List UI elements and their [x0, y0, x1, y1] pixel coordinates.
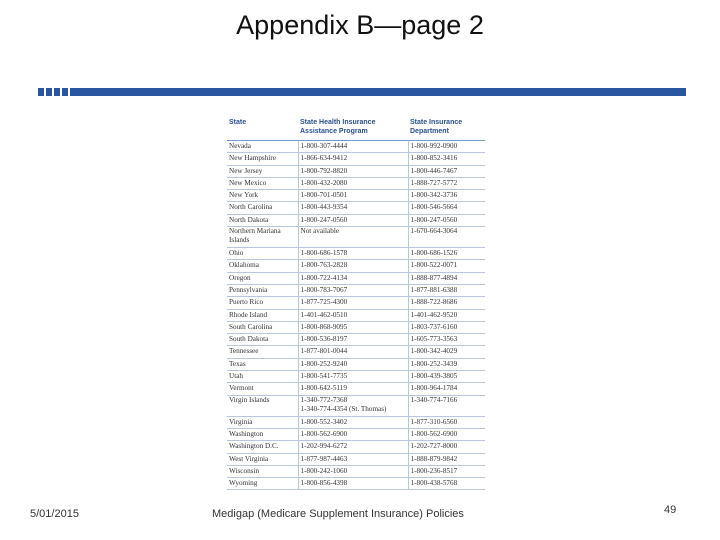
cell-state: Virginia [227, 416, 298, 428]
table-row [227, 416, 485, 428]
cell-ship-phone: 1-800-763-2828 [298, 260, 408, 272]
cell-dept-phone: 1-800-252-3439 [408, 358, 485, 370]
table-row [227, 202, 485, 214]
cell-dept-phone: 1-800-446-7467 [408, 165, 485, 177]
cell-state: Texas [227, 358, 298, 370]
cell-dept-phone: 1-888-877-4894 [408, 272, 485, 284]
page-title: Appendix B—page 2 [236, 10, 484, 40]
cell-ship-phone: 1-800-432-2080 [298, 177, 408, 189]
cell-ship-phone: 1-800-307-4444 [298, 141, 408, 153]
contacts-table-container [227, 116, 485, 490]
cell-state: Nevada [227, 141, 298, 153]
cell-state: South Dakota [227, 334, 298, 346]
cell-ship-phone: 1-877-725-4300 [298, 297, 408, 309]
table-row [227, 284, 485, 296]
table-header-row [227, 116, 485, 141]
header-insurance-dept: State Insurance Department [408, 116, 485, 141]
page-number: 49 [664, 504, 677, 516]
cell-dept-phone: 1-401-462-9520 [408, 309, 485, 321]
header-state: State [227, 116, 298, 141]
cell-dept-phone: 1-340-774-7166 [408, 395, 485, 416]
table-row [227, 260, 485, 272]
cell-dept-phone: 1-800-852-3416 [408, 153, 485, 165]
cell-ship-phone: 1-800-562-6900 [298, 428, 408, 440]
accent-divider [38, 88, 686, 96]
cell-dept-phone: 1-800-247-0560 [408, 214, 485, 226]
footer-date: 5/01/2015 [30, 508, 79, 520]
header-ship: State Health Insurance Assistance Program [298, 116, 408, 141]
cell-ship-phone: 1-866-634-9412 [298, 153, 408, 165]
cell-state: Rhode Island [227, 309, 298, 321]
table-row [227, 383, 485, 395]
cell-state: West Virginia [227, 453, 298, 465]
cell-ship-phone: 1-340-772-7368 1-340-774-4354 (St. Thomas) [298, 395, 408, 416]
table-row [227, 272, 485, 284]
table-row [227, 465, 485, 477]
cell-ship-phone: 1-800-856-4398 [298, 478, 408, 490]
cell-dept-phone: 1-800-342-4029 [408, 346, 485, 358]
cell-dept-phone: 1-202-727-8000 [408, 441, 485, 453]
cell-ship-phone: 1-800-252-9240 [298, 358, 408, 370]
cell-state: Wisconsin [227, 465, 298, 477]
cell-ship-phone: Not available [298, 227, 408, 248]
cell-dept-phone: 1-800-992-0900 [408, 141, 485, 153]
table-row [227, 346, 485, 358]
table-row [227, 309, 485, 321]
cell-ship-phone: 1-800-868-9095 [298, 321, 408, 333]
table-row [227, 453, 485, 465]
footer-title: Medigap (Medicare Supplement Insurance) Policies [212, 508, 464, 520]
cell-dept-phone: 1-877-310-6560 [408, 416, 485, 428]
table-row [227, 478, 485, 490]
cell-state: Oklahoma [227, 260, 298, 272]
table-row [227, 177, 485, 189]
cell-state: New York [227, 190, 298, 202]
table-row [227, 214, 485, 226]
cell-ship-phone: 1-202-994-6272 [298, 441, 408, 453]
cell-dept-phone: 1-800-546-5664 [408, 202, 485, 214]
cell-dept-phone: 1-888-727-5772 [408, 177, 485, 189]
cell-dept-phone: 1-888-722-8686 [408, 297, 485, 309]
cell-state: Pennsylvania [227, 284, 298, 296]
table-row [227, 190, 485, 202]
cell-state: North Carolina [227, 202, 298, 214]
table-row [227, 395, 485, 416]
cell-dept-phone: 1-877-881-6388 [408, 284, 485, 296]
cell-dept-phone: 1-800-686-1526 [408, 248, 485, 260]
cell-dept-phone: 1-800-562-6900 [408, 428, 485, 440]
cell-dept-phone: 1-605-773-3563 [408, 334, 485, 346]
cell-state: New Jersey [227, 165, 298, 177]
cell-ship-phone: 1-800-247-0560 [298, 214, 408, 226]
cell-state: New Mexico [227, 177, 298, 189]
cell-ship-phone: 1-800-443-9354 [298, 202, 408, 214]
table-row [227, 165, 485, 177]
table-row [227, 141, 485, 153]
contacts-table [227, 116, 485, 490]
table-row [227, 358, 485, 370]
cell-dept-phone: 1-670-664-3064 [408, 227, 485, 248]
cell-state: North Dakota [227, 214, 298, 226]
cell-state: Tennessee [227, 346, 298, 358]
table-row [227, 248, 485, 260]
cell-ship-phone: 1-877-801-0044 [298, 346, 408, 358]
cell-dept-phone: 1-800-964-1784 [408, 383, 485, 395]
cell-state: Oregon [227, 272, 298, 284]
cell-state: Ohio [227, 248, 298, 260]
table-row [227, 334, 485, 346]
cell-ship-phone: 1-800-686-1578 [298, 248, 408, 260]
cell-ship-phone: 1-800-792-8820 [298, 165, 408, 177]
cell-ship-phone: 1-401-462-0510 [298, 309, 408, 321]
cell-dept-phone: 1-803-737-6160 [408, 321, 485, 333]
table-row [227, 227, 485, 248]
table-row [227, 441, 485, 453]
cell-dept-phone: 1-800-342-3736 [408, 190, 485, 202]
cell-ship-phone: 1-800-242-1060 [298, 465, 408, 477]
cell-state: South Carolina [227, 321, 298, 333]
cell-state: Wyoming [227, 478, 298, 490]
table-row [227, 428, 485, 440]
table-row [227, 321, 485, 333]
cell-ship-phone: 1-800-642-5119 [298, 383, 408, 395]
cell-dept-phone: 1-800-522-0071 [408, 260, 485, 272]
table-row [227, 153, 485, 165]
cell-ship-phone: 1-800-536-8197 [298, 334, 408, 346]
cell-state: Northern Mariana Islands [227, 227, 298, 248]
cell-ship-phone: 1-800-552-3402 [298, 416, 408, 428]
cell-state: New Hampshire [227, 153, 298, 165]
cell-dept-phone: 1-800-438-5768 [408, 478, 485, 490]
cell-state: Puerto Rico [227, 297, 298, 309]
table-row [227, 297, 485, 309]
cell-ship-phone: 1-800-783-7067 [298, 284, 408, 296]
cell-state: Washington D.C. [227, 441, 298, 453]
cell-ship-phone: 1-800-701-0501 [298, 190, 408, 202]
cell-state: Virgin Islands [227, 395, 298, 416]
cell-ship-phone: 1-800-541-7735 [298, 371, 408, 383]
cell-ship-phone: 1-877-987-4463 [298, 453, 408, 465]
cell-dept-phone: 1-888-879-9842 [408, 453, 485, 465]
cell-state: Washington [227, 428, 298, 440]
table-row [227, 371, 485, 383]
cell-state: Utah [227, 371, 298, 383]
cell-ship-phone: 1-800-722-4134 [298, 272, 408, 284]
cell-dept-phone: 1-800-236-8517 [408, 465, 485, 477]
cell-dept-phone: 1-800-439-3805 [408, 371, 485, 383]
cell-state: Vermont [227, 383, 298, 395]
